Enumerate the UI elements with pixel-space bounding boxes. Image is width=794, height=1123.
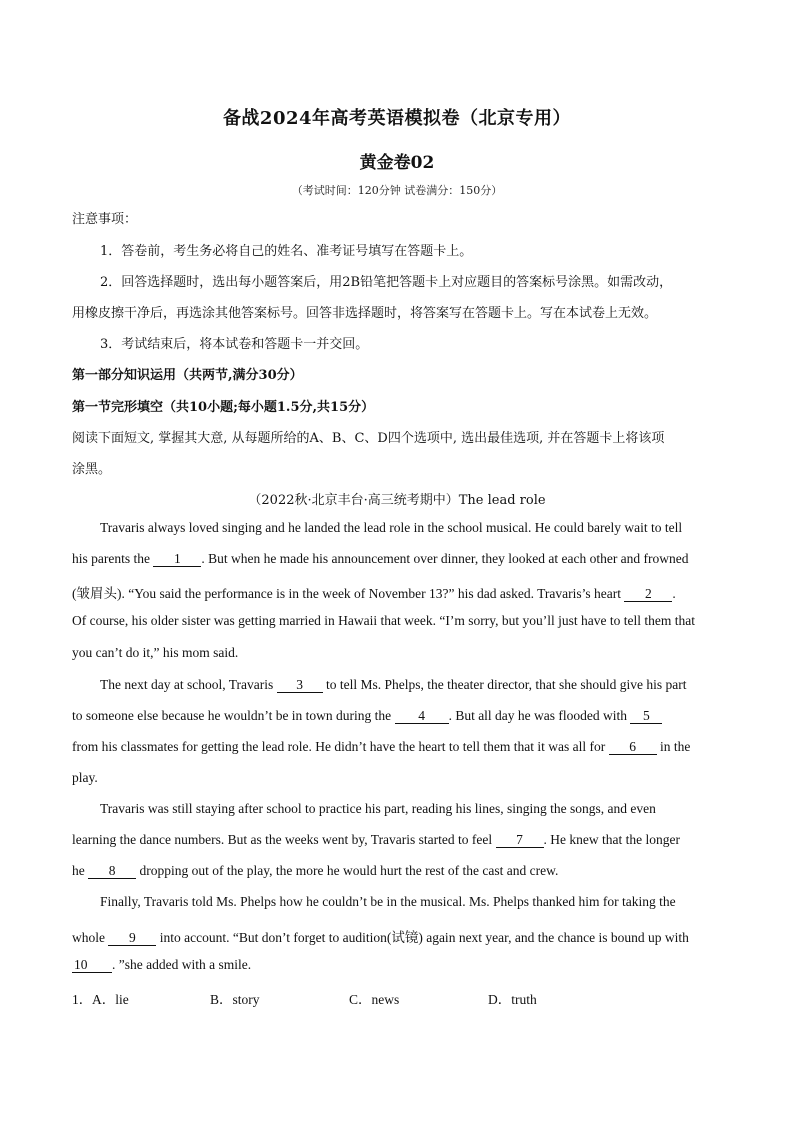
blank-7: 7 [496, 833, 544, 848]
notes-heading: 注意事项： [72, 212, 138, 227]
blank-1: 1 [153, 552, 201, 567]
blank-8: 8 [88, 864, 136, 879]
instructions-line-1: 阅读下面短文, 掌握其大意, 从每题所给的A、B、C、D四个选项中, 选出最佳选项, 并在答题卡上将该项 [72, 431, 665, 446]
passage-p1-line-4: Of course, his older sister was getting married in Hawaii that week. “I’m sorry, but you’ll just have to tell them that [72, 613, 695, 628]
passage-source-title: （2022秋·北京丰台·高三统考期中）The lead role [248, 493, 546, 508]
question-1-option-c: C．news [349, 992, 400, 1007]
passage-p4-line-2: whole 9 into account. “But don’t forget to audition(试镜) again next year, and the chance is bound up with [72, 930, 689, 945]
blank-10: 10 [72, 958, 112, 973]
blank-6: 6 [609, 740, 657, 755]
instructions-line-2: 涂黑。 [72, 462, 112, 477]
question-1-option-d: D．truth [488, 992, 537, 1007]
passage-p4-line-3: 10 . ”she added with a smile. [74, 957, 252, 972]
blank-4: 4 [395, 709, 449, 724]
passage-p1-line-3: (皱眉头). “You said the performance is in the week of November 13?” his dad asked. Travaris’s heart 2 . [72, 586, 676, 601]
blank-5: 5 [630, 709, 662, 724]
passage-p1-line-5: you can’t do it,” his mom said. [72, 645, 239, 660]
exam-title: 备战2024年高考英语模拟卷（北京专用） [222, 108, 572, 129]
note-item-1: 1．答卷前，考生务必将自己的姓名、准考证号填写在答题卡上。 [100, 244, 473, 259]
passage-p2-line-4: play. [72, 770, 98, 785]
note-item-2-line-1: 2．回答选择题时，选出每小题答案后，用2B铅笔把答题卡上对应题目的答案标号涂黑。如需改动， [100, 275, 673, 290]
passage-p2-line-1: The next day at school, Travaris 3 to tell Ms. Phelps, the theater director, that she should give his part [100, 677, 687, 692]
question-1-option-a: A．lie [92, 992, 129, 1007]
passage-p3-line-2: learning the dance numbers. But as the weeks went by, Travaris started to feel 7 . He knew that the longer [72, 832, 680, 847]
question-1-number: 1． [72, 992, 93, 1007]
passage-p3-line-3: he 8 dropping out of the play, the more he would hurt the rest of the cast and crew. [72, 863, 559, 878]
passage-p4-line-1: Finally, Travaris told Ms. Phelps how he couldn’t be in the musical. Ms. Phelps thanked him for taking the [100, 894, 676, 909]
passage-p2-line-3: from his classmates for getting the lead role. He didn’t have the heart to tell them that it was all for 6 in the [72, 739, 691, 754]
passage-p3-line-1: Travaris was still staying after school to practice his part, reading his lines, singing the songs, and even [100, 801, 656, 816]
passage-p2-line-2: to someone else because he wouldn’t be in town during the 4 . But all day he was flooded with 5 [72, 708, 724, 724]
note-item-2-line-2: 用橡皮擦干净后，再选涂其他答案标号。回答非选择题时，将答案写在答题卡上。写在本试卷上无效。 [72, 306, 658, 321]
paper-subtitle: 黄金卷02 [359, 153, 435, 173]
passage-p1-line-2: his parents the 1 . But when he made his announcement over dinner, they looked at each other and frowned [72, 551, 689, 566]
blank-9: 9 [108, 931, 156, 946]
blank-3: 3 [277, 678, 323, 693]
question-1-option-b: B．story [210, 992, 260, 1007]
section1-heading: 第一节完形填空（共10小题;每小题1.5分,共15分） [72, 400, 375, 415]
passage-p1-line-1: Travaris always loved singing and he landed the lead role in the school musical. He could barely wait to tell [100, 520, 683, 535]
blank-2: 2 [624, 587, 672, 602]
exam-time-score: （考试时间：120分钟 试卷满分：150分） [291, 184, 503, 197]
part1-heading: 第一部分知识运用（共两节,满分30分） [72, 368, 303, 383]
note-item-3: 3．考试结束后，将本试卷和答题卡一并交回。 [100, 337, 369, 352]
